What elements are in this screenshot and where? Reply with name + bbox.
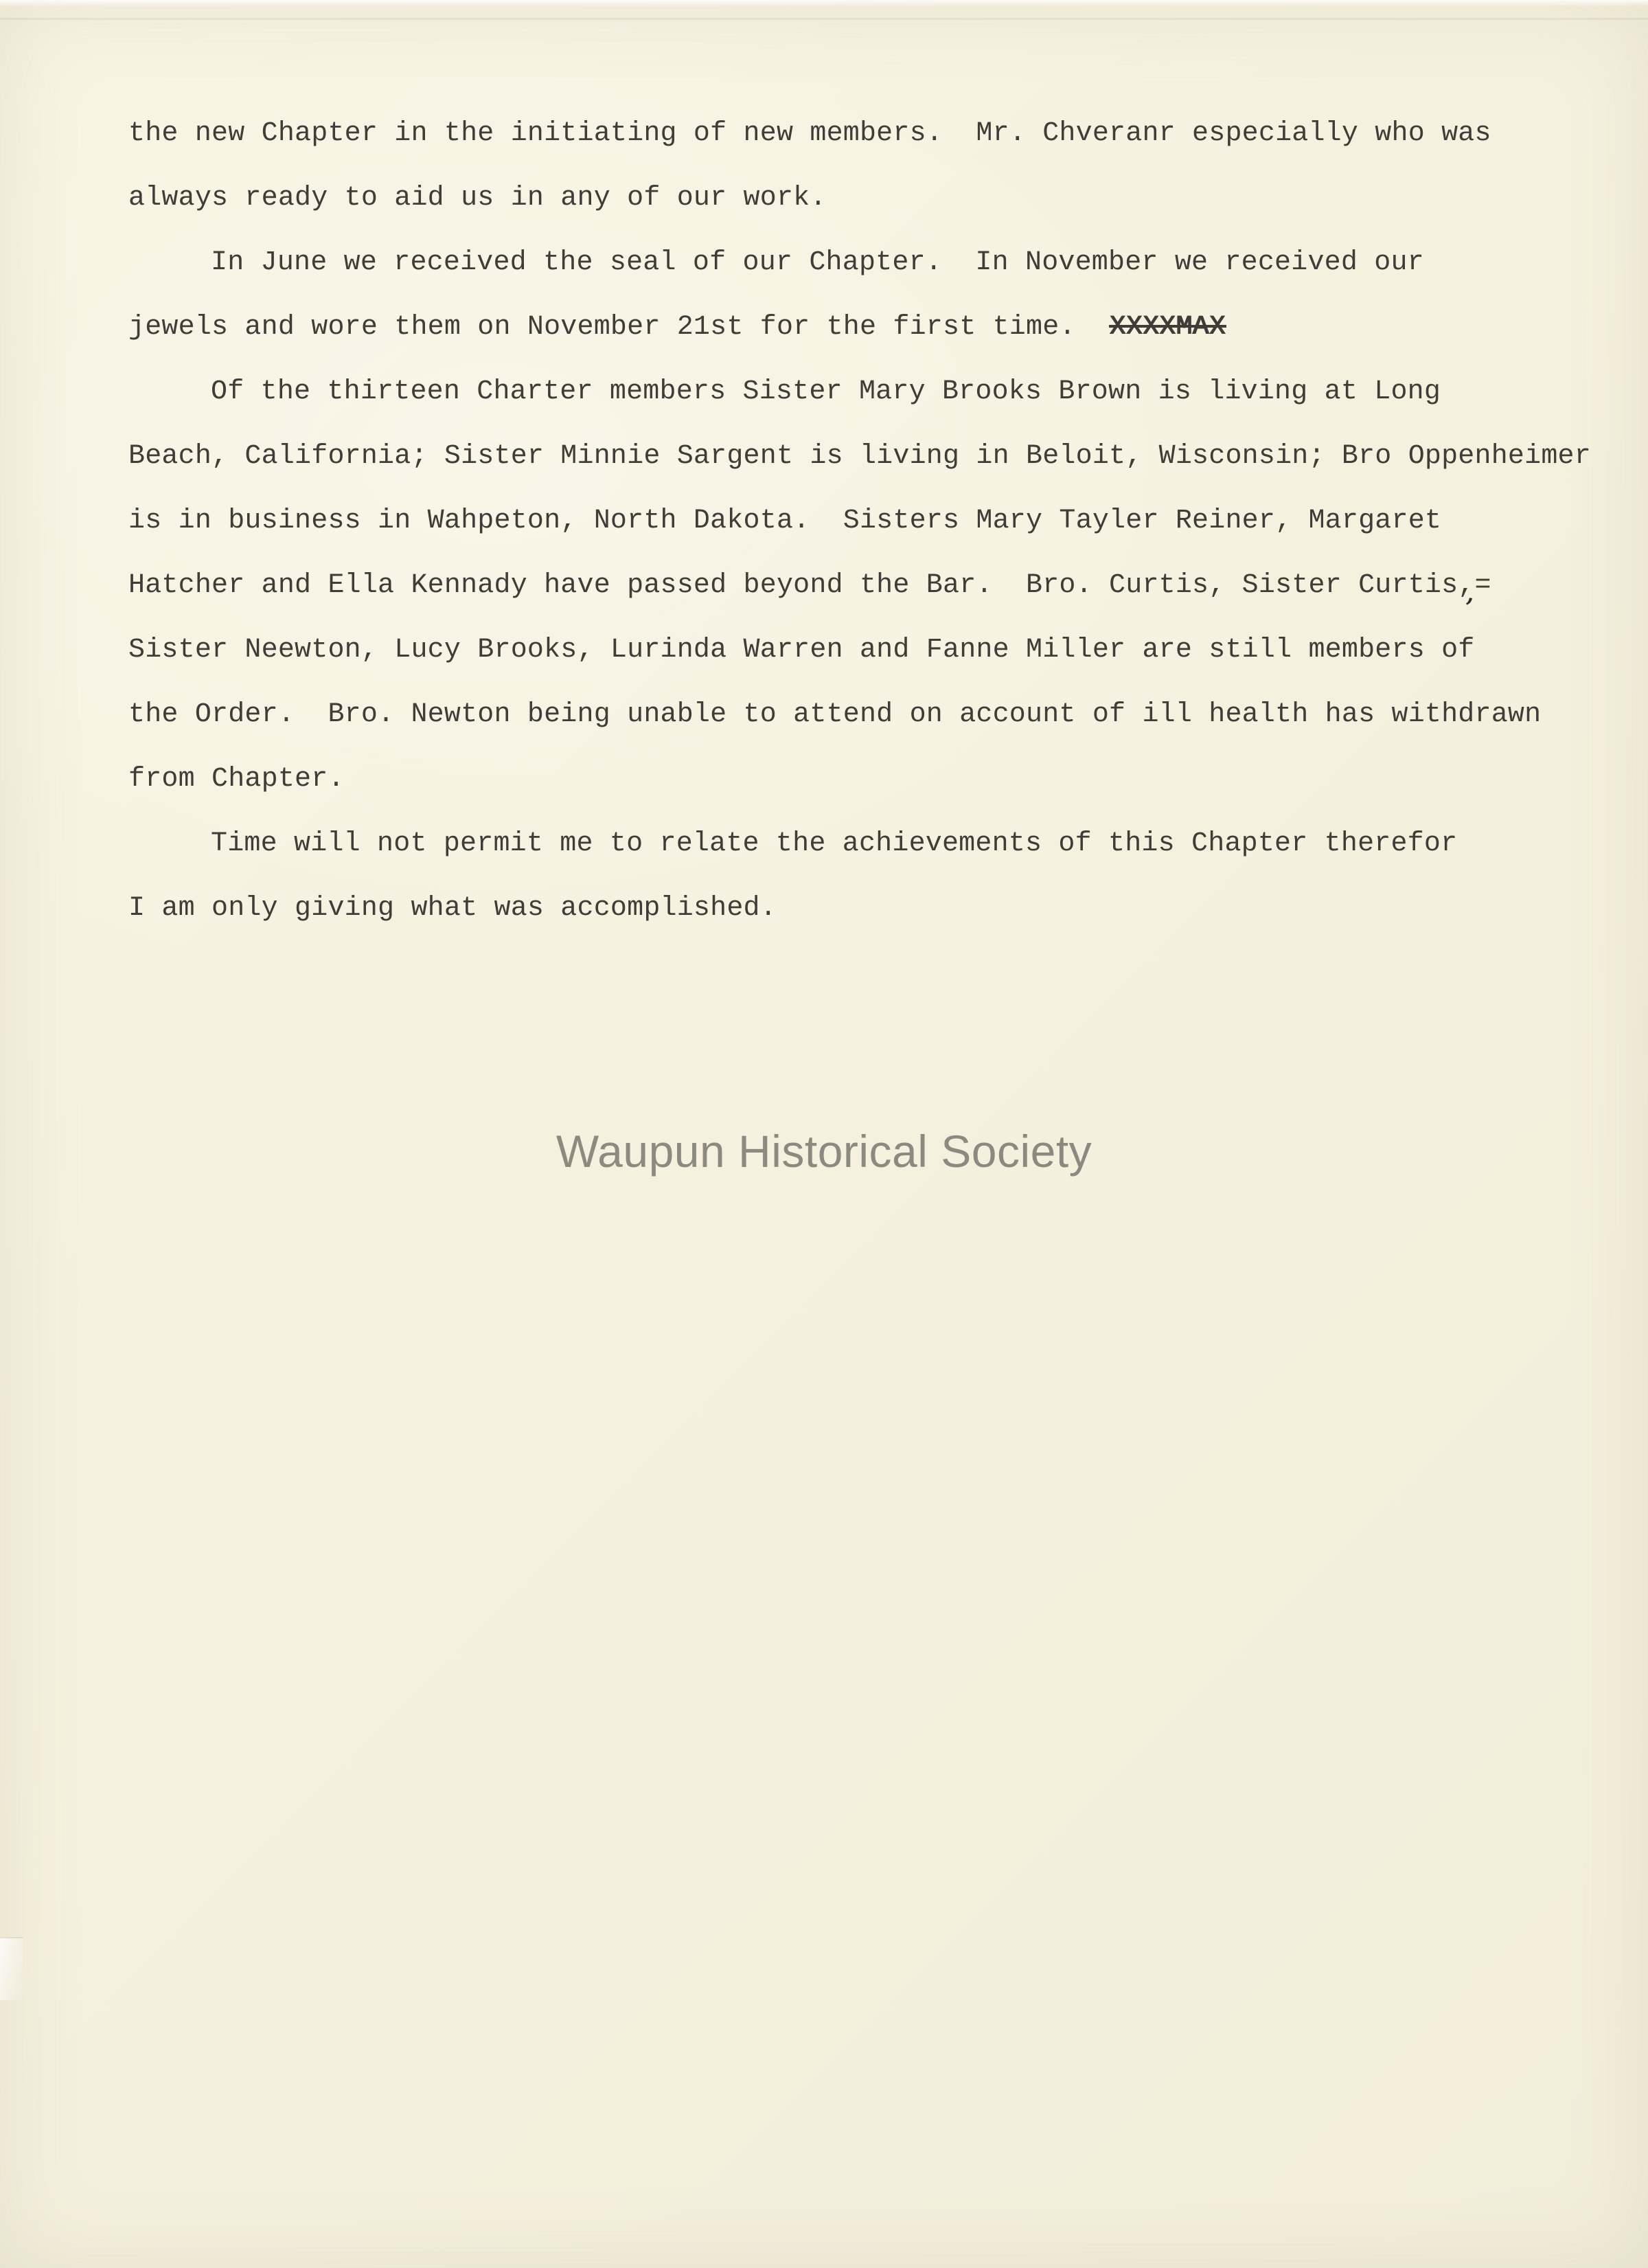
text-line — [128, 295, 1612, 360]
paragraph-1 — [128, 102, 1612, 231]
typewritten-text — [128, 102, 1612, 941]
text-line: Sister Neewton, Lucy Brooks, Lurinda Warren and Fanne Miller are still members of — [128, 635, 1475, 666]
text-line: In June we received the seal of our Chapter. In November we received our — [211, 247, 1424, 278]
text-line: Time will not permit me to relate the achievements of this Chapter therefor — [211, 828, 1458, 859]
text-line: the Order. Bro. Newton being unable to attend on account of ill health has withdrawn — [128, 699, 1542, 730]
paper-fold — [0, 1937, 23, 2000]
text-line: Beach, California; Sister Minnie Sargent is living in Beloit, Wisconsin; Bro Oppenheimer — [128, 441, 1591, 472]
text-line: from Chapter. — [128, 764, 345, 795]
pen-mark: ’ — [1458, 591, 1476, 628]
scan-top-edge — [0, 0, 1648, 7]
paragraph-2 — [128, 231, 1612, 360]
text-line: always ready to aid us in any of our work. — [128, 183, 827, 214]
paper-crease — [0, 18, 1648, 20]
text-line: Of the thirteen Charter members Sister Mary Brooks Brown is living at Long — [211, 376, 1441, 407]
text-line: Hatcher and Ella Kennady have passed beyond the Bar. Bro. Curtis, Sister Curtis,= — [128, 570, 1491, 601]
paragraph-4 — [128, 812, 1612, 941]
text-line: I am only giving what was accomplished. — [128, 893, 777, 924]
strikeout-text: XXXXMAX — [1109, 312, 1226, 343]
watermark: Waupun Historical Society — [556, 1126, 1092, 1177]
text-segment: jewels and wore them on November 21st for the first time. — [128, 312, 1110, 343]
paragraph-3 — [128, 360, 1612, 812]
text-line: is in business in Wahpeton, North Dakota. Sisters Mary Tayler Reiner, Margaret — [128, 506, 1442, 536]
text-line: the new Chapter in the initiating of new members. Mr. Chveranr especially who was — [128, 118, 1491, 149]
